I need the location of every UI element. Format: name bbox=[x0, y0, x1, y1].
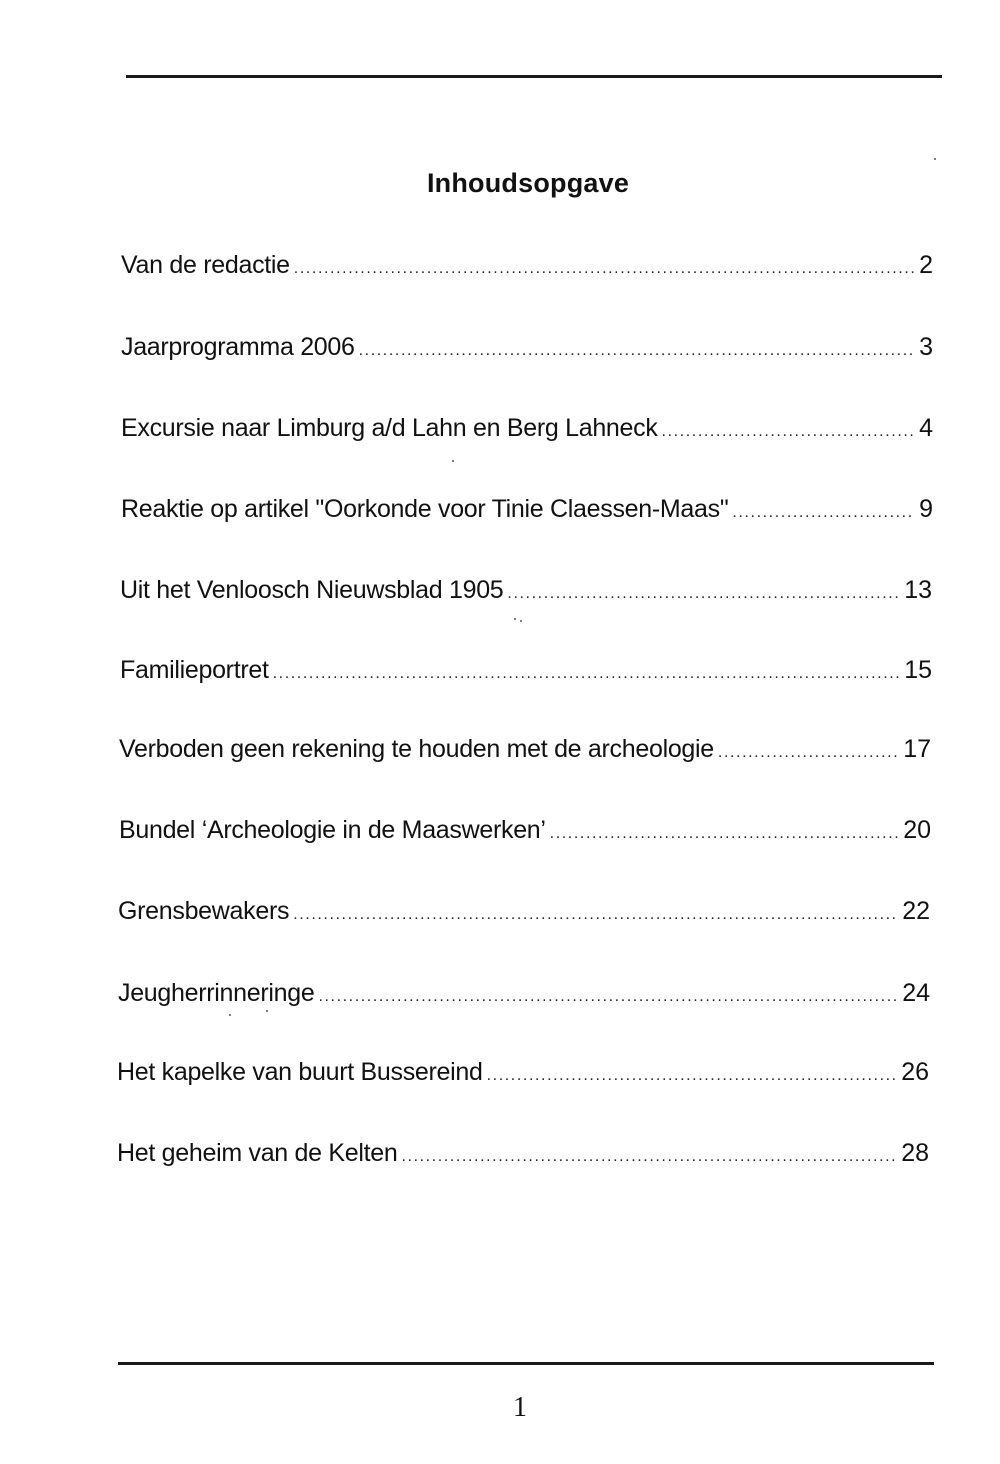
page-title: Inhoudsopgave bbox=[426, 168, 630, 199]
toc-entry-page: 22 bbox=[902, 897, 930, 925]
toc-entry[interactable] bbox=[118, 978, 930, 1012]
toc-entry-title: Familieportret bbox=[120, 656, 269, 684]
scan-speck bbox=[514, 618, 516, 620]
toc-entry-page: 4 bbox=[919, 414, 933, 442]
dot-leader bbox=[718, 738, 899, 768]
toc-entry-title: Excursie naar Limburg a/d Lahn en Berg Lahneck bbox=[121, 414, 658, 442]
toc-entry-title: Verboden geen rekening te houden met de archeologie bbox=[119, 735, 714, 763]
dot-leader bbox=[359, 336, 915, 366]
toc-entry-title: Van de redactie bbox=[121, 251, 290, 279]
page-number: 1 bbox=[513, 1392, 527, 1423]
toc-entry-page: 26 bbox=[901, 1058, 929, 1086]
toc-entry-page: 20 bbox=[903, 816, 931, 844]
toc-entry[interactable] bbox=[120, 655, 932, 689]
dot-leader bbox=[294, 254, 915, 284]
toc-entry-page: 9 bbox=[919, 495, 933, 523]
toc-entry[interactable] bbox=[117, 1138, 929, 1172]
dot-leader bbox=[487, 1061, 898, 1091]
dot-leader bbox=[732, 498, 915, 528]
toc-entry-page: 24 bbox=[902, 979, 930, 1007]
scan-speck bbox=[229, 1014, 231, 1016]
toc-entry-title: Jeugherrinneringe bbox=[118, 979, 315, 1007]
toc-entry-title: Grensbewakers bbox=[118, 897, 290, 925]
toc-entry-page: 13 bbox=[904, 576, 932, 604]
toc-entry[interactable] bbox=[120, 575, 932, 609]
toc-entry[interactable] bbox=[119, 815, 931, 849]
bottom-rule bbox=[118, 1362, 934, 1365]
toc-entry[interactable] bbox=[121, 494, 933, 528]
dot-leader bbox=[662, 417, 916, 447]
toc-entry[interactable] bbox=[121, 413, 933, 447]
dot-leader bbox=[507, 579, 900, 609]
dot-leader bbox=[273, 659, 901, 689]
toc-entry-page: 17 bbox=[903, 735, 931, 763]
toc-entry-title: Reaktie op artikel "Oorkonde voor Tinie Claessen-Maas" bbox=[121, 495, 729, 523]
toc-entry-page: 28 bbox=[901, 1139, 929, 1167]
dot-leader bbox=[401, 1142, 897, 1172]
toc-entry-title: Jaarprogramma 2006 bbox=[121, 333, 355, 361]
dot-leader bbox=[318, 982, 898, 1012]
scan-speck bbox=[934, 158, 936, 160]
scan-speck bbox=[520, 620, 522, 622]
toc-entry[interactable] bbox=[119, 734, 931, 768]
toc-entry[interactable] bbox=[121, 332, 933, 366]
toc-entry-page: 3 bbox=[919, 333, 933, 361]
scan-speck bbox=[452, 460, 454, 462]
dot-leader bbox=[293, 900, 898, 930]
toc-entry[interactable] bbox=[121, 250, 933, 284]
toc-entry[interactable] bbox=[117, 1057, 929, 1091]
toc-entry[interactable] bbox=[118, 896, 930, 930]
toc-entry-title: Bundel ‘Archeologie in de Maaswerken’ bbox=[119, 816, 546, 844]
toc-entry-page: 15 bbox=[904, 656, 932, 684]
dot-leader bbox=[550, 819, 900, 849]
toc-entry-title: Het geheim van de Kelten bbox=[117, 1139, 398, 1167]
toc-entry-title: Uit het Venloosch Nieuwsblad 1905 bbox=[120, 576, 504, 604]
toc-entry-page: 2 bbox=[919, 251, 933, 279]
toc-entry-title: Het kapelke van buurt Bussereind bbox=[117, 1058, 483, 1086]
scan-speck bbox=[266, 1010, 268, 1012]
